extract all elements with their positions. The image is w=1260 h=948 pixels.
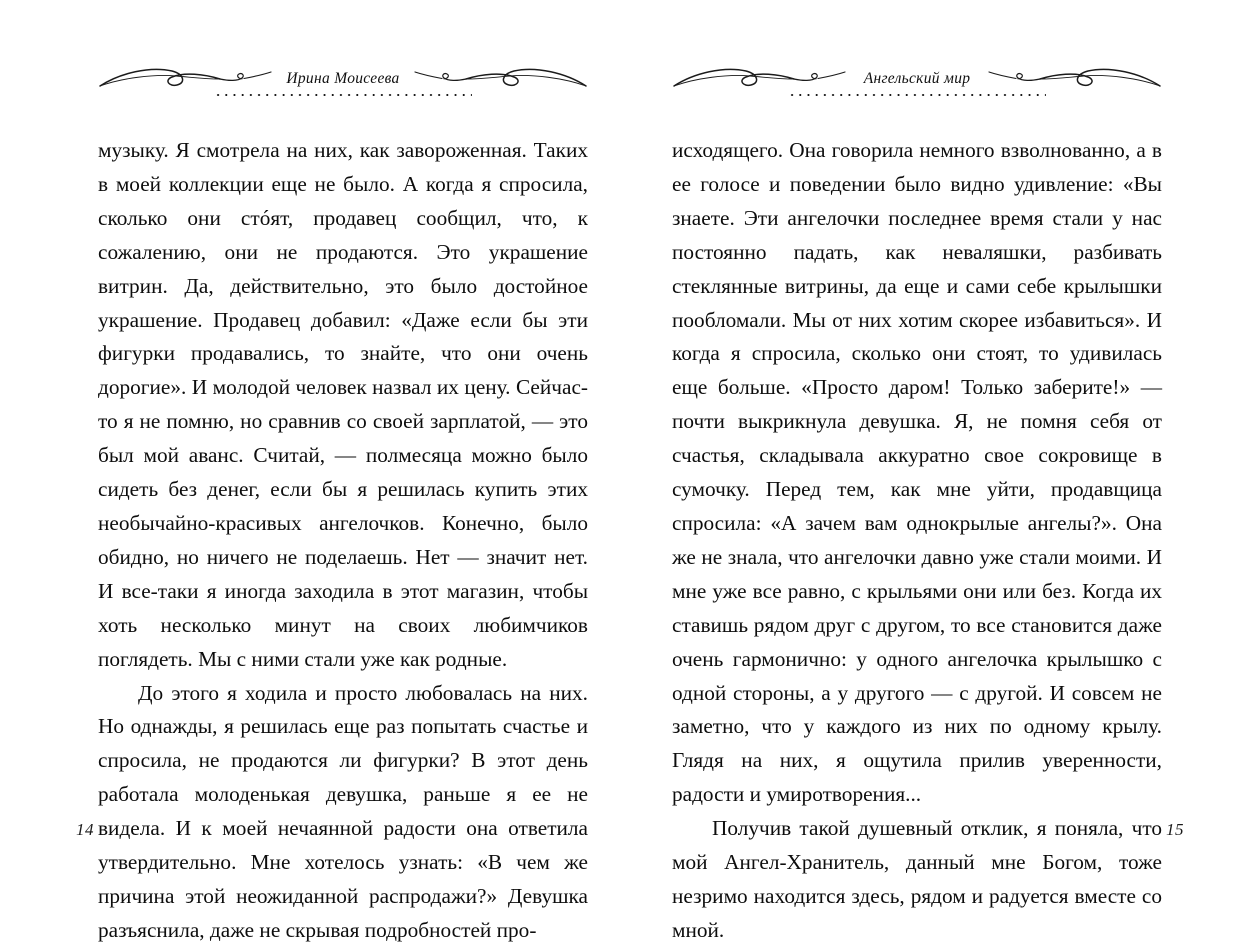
paragraph: Получив такой душевный отклик, я поняла, что мой Ангел-Хранитель, данный мне Богом, тоже незримо находится здесь, рядом и радуется вместе со мной. <box>672 816 1162 942</box>
page-right <box>630 0 1260 942</box>
flourish-ornament-icon <box>413 62 588 96</box>
page-left <box>0 0 630 942</box>
flourish-ornament-icon <box>98 62 273 96</box>
paragraph: музыку. Я смотрела на них, как завороженная. Таких в моей коллекции еще не было. А когда я спросила, сколько они стóят, продавец сообщил, что, к сожалению, они не продаются. Это украшение витрин. Да, действительно, это было достойное украшение. Продавец добавил: «Даже если бы эти фигурки продавались, то знайте, что они очень дорогие». И молодой человек назвал их цену. Сейчас-то я не помню, но сравнив со своей зарплатой, — это был мой аванс. Считай, — полмесяца можно было сидеть без денег, если бы я решилась купить этих необычайно-красивых ангелочков. Конечно, было обидно, но ничего не поделаешь. Нет — значит нет. И все-таки я иногда заходила в этот магазин, чтобы хоть несколько минут на своих любимчиков поглядеть. Мы с ними стали уже как родные. <box>98 138 588 671</box>
running-head-left <box>98 62 588 120</box>
flourish-ornament-icon <box>672 62 847 96</box>
header-dotted-rule <box>788 92 1046 98</box>
paragraph: До этого я ходила и просто любовалась на них. Но однажды, я решилась еще раз попытать счастье и спросила, не продаются ли фигурки? В этот день работала молоденькая девушка, раньше я ее не видела. И к моей нечаянной радости она ответила утвердительно. Мне хотелось узнать: «В чем же причина этой неожиданной распродажи?» Девушка разъяснила, даже не скрывая подробностей про- <box>98 680 588 942</box>
page-number-left: 14 <box>76 820 94 839</box>
page-number-right: 15 <box>1166 820 1184 839</box>
body-text-left <box>98 134 588 948</box>
running-head-title-left: Ирина Моисеева <box>286 70 400 88</box>
header-dotted-rule <box>214 92 472 98</box>
body-text-right <box>672 134 1162 948</box>
paragraph: исходящего. Она говорила немного взволнованно, а в ее голосе и поведении было видно удивление: «Вы знаете. Эти ангелочки последнее время стали у нас постоянно падать, как неваляшки, разбивать стеклянные витрины, да еще и сами себе крылышки пообломали. Мы от них хотим скорее избавиться». И когда я спросила, сколько они стоят, то удивилась еще больше. «Просто даром! Только заберите!» — почти выкрикнула девушка. Я, не помня себя от счастья, складывала аккуратно свое сокровище в сумочку. Перед тем, как мне уйти, продавщица спросила: «А зачем вам однокрылые ангелы?». Она же не знала, что ангелочки давно уже стали моими. И мне уже все равно, с крыльями они или без. Когда их ставишь рядом друг с другом, то все становится даже очень гармонично: у одного ангелочка крылышко с одной стороны, а у другого — с другой. И совсем не заметно, что у каждого из них по одному крылу. Глядя на них, я ощутила прилив уверенности, радости и умиротворения... <box>672 138 1162 807</box>
running-head-title-right: Ангельский мир <box>863 70 971 88</box>
running-head-right <box>672 62 1162 120</box>
flourish-ornament-icon <box>987 62 1162 96</box>
